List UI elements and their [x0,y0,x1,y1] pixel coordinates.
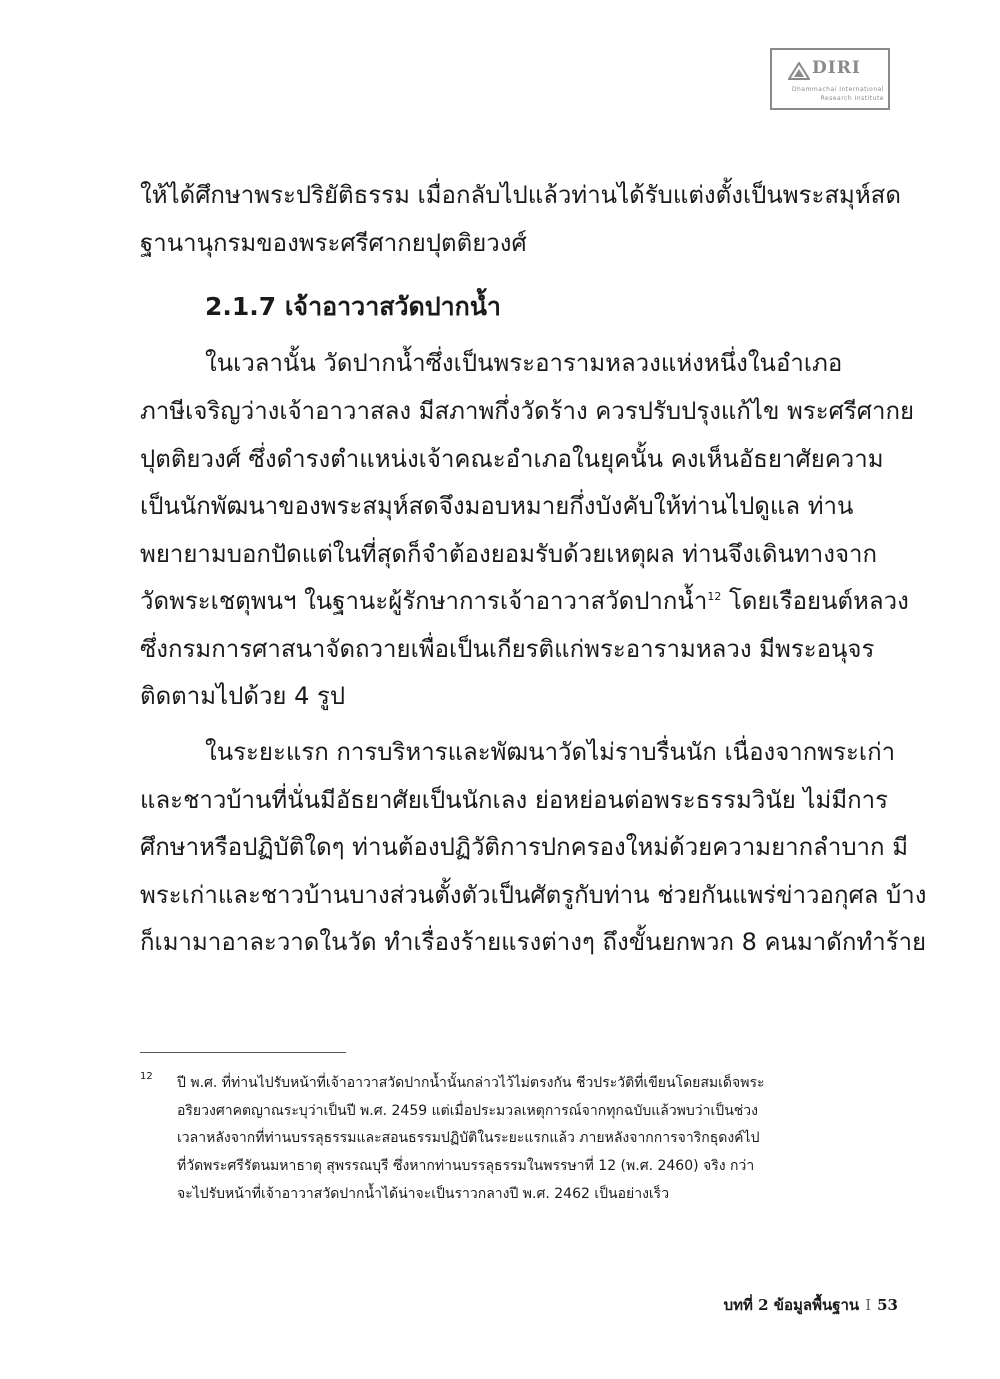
body-text: วัดพระเชตุพนฯ ในฐานะผู้รักษาการเจ้าอาวาสวัดปากน้ำ [140,587,708,615]
body-line: พระเก่าและชาวบ้านบางส่วนตั้งตัวเป็นศัตรูกับท่าน ช่วยกันแพร่ข่าวอกุศล บ้าง [140,881,927,909]
body-line: ฐานานุกรมของพระศรีศากยปุตติยวงศ์ [140,229,527,257]
body-line: และชาวบ้านที่นั่นมีอัธยาศัยเป็นนักเลง ย่อหย่อนต่อพระธรรมวินัย ไม่มีการ [140,786,889,814]
body-line: พยายามบอกปัดแต่ในที่สุดก็จำต้องยอมรับด้วยเหตุผล ท่านจึงเดินทางจาก [140,540,878,568]
footnote-line: ปี พ.ศ. ที่ท่านไปรับหน้าที่เจ้าอาวาสวัดปากน้ำนั้นกล่าวไว้ไม่ตรงกัน ชีวประวัติที่เขียนโดยสมเด็จพระ [177,1075,765,1091]
footer-separator: I [865,1296,872,1314]
body-line: เป็นนักพัฒนาของพระสมุห์สดจึงมอบหมายกึ่งบังคับให้ท่านไปดูแล ท่าน [140,492,854,520]
footnote-divider [140,1052,346,1053]
page-footer [670,1293,898,1317]
footnote-line: จะไปรับหน้าที่เจ้าอาวาสวัดปากน้ำได้น่าจะเป็นราวกลางปี พ.ศ. 2462 เป็นอย่างเร็ว [177,1186,670,1202]
logo-subtitle: Dhammachai International [791,86,884,93]
page-number: 53 [877,1296,898,1314]
footnote-line: อริยวงศาคตญาณระบุว่าเป็นปี พ.ศ. 2459 แต่เมื่อประมวลเหตุการณ์จากทุกฉบับแล้วพบว่าเป็นช่วง [177,1103,758,1119]
body-line: ปุตติยวงศ์ ซึ่งดำรงตำแหน่งเจ้าคณะอำเภอในยุคนั้น คงเห็นอัธยาศัยความ [140,445,884,473]
chapter-label: บทที่ 2 ข้อมูลพื้นฐาน [723,1296,860,1314]
triangle-logo-icon [788,62,810,80]
body-line: ในระยะแรก การบริหารและพัฒนาวัดไม่ราบรื่นนัก เนื่องจากพระเก่า [205,738,896,766]
body-line: ศึกษาหรือปฏิบัติใดๆ ท่านต้องปฏิวัติการปกครองใหม่ด้วยความยากลำบาก มี [140,833,909,861]
body-line: ภาษีเจริญว่างเจ้าอาวาสลง มีสภาพกึ่งวัดร้าง ควรปรับปรุงแก้ไข พระศรีศากย [140,397,915,425]
section-heading: 2.1.7 เจ้าอาวาสวัดปากน้ำ [205,292,501,321]
body-line: ติดตามไปด้วย 4 รูป [140,682,346,710]
body-text: โดยเรือยนต์หลวง [721,587,909,615]
body-line [140,587,909,615]
logo-subtitle: Research Institute [820,95,884,102]
body-line: ก็เมามาอาละวาดในวัด ทำเรื่องร้ายแรงต่างๆ ถึงขั้นยกพวก 8 คนมาดักทำร้าย [140,928,927,956]
body-line: ในเวลานั้น วัดปากน้ำซึ่งเป็นพระอารามหลวงแห่งหนึ่งในอำเภอ [205,349,843,377]
footnote-line: เวลาหลังจากที่ท่านบรรลุธรรมและสอนธรรมปฏิบัติในระยะแรกแล้ว ภายหลังจากการจาริกธุดงค์ไป [177,1130,760,1146]
diri-logo [770,48,890,110]
footnote-line: ที่วัดพระศรีรัตนมหาธาตุ สุพรรณบุรี ซึ่งหากท่านบรรลุธรรมในพรรษาที่ 12 (พ.ศ. 2460) จริง กว่า [177,1158,755,1174]
logo-word: DIRI [812,58,861,78]
footnote-ref[interactable]: 12 [707,590,722,603]
body-line: ซึ่งกรมการศาสนาจัดถวายเพื่อเป็นเกียรติแก่พระอารามหลวง มีพระอนุจร [140,635,875,663]
footnote-number: 12 [140,1071,153,1082]
body-line: ให้ได้ศึกษาพระปริยัติธรรม เมื่อกลับไปแล้วท่านได้รับแต่งตั้งเป็นพระสมุห์สด [140,181,901,209]
